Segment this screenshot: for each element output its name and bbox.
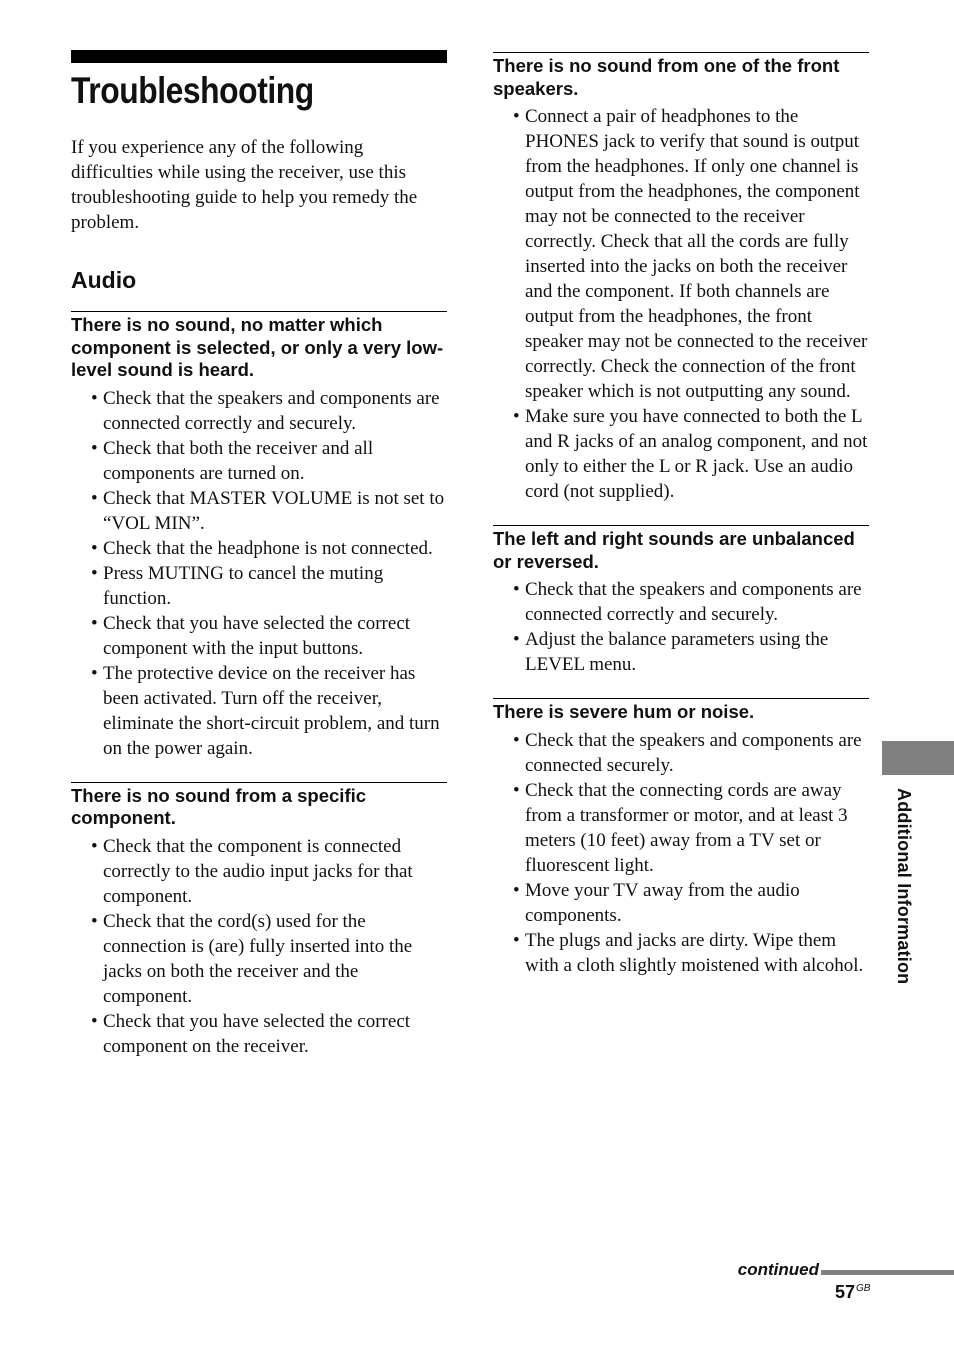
page-number	[835, 1282, 870, 1303]
list-item: • Check that the component is connected correctly to the audio input jacks for that component.	[71, 834, 447, 909]
list-item: • Adjust the balance parameters using the LEVEL menu.	[493, 627, 869, 677]
topic-no-sound-specific-component	[71, 782, 447, 1059]
continued-label: continued	[737, 1260, 819, 1279]
topic-list	[71, 386, 447, 761]
topic-list	[493, 728, 869, 978]
list-item: • Make sure you have connected to both the L and R jacks of an analog component, and not only to either the L or R jack. Use an audio cord (not supplied).	[493, 404, 869, 504]
list-item: • Check that both the receiver and all components are turned on.	[71, 436, 447, 486]
topic-heading: The left and right sounds are unbalanced or reversed.	[493, 528, 855, 572]
topic-unbalanced-sound	[493, 525, 869, 677]
intro-paragraph: If you experience any of the following difficulties while using the receiver, use this troubleshooting guide to help you remedy the problem.	[71, 137, 418, 233]
list-item: • Check that the speakers and components are connected securely.	[493, 728, 869, 778]
list-item: • Check that the cord(s) used for the connection is (are) fully inserted into the jacks on both the receiver and the component.	[71, 909, 447, 1009]
topic-no-sound-front-speaker	[493, 52, 869, 504]
list-item: • Check that the speakers and components are connected correctly and securely.	[493, 577, 869, 627]
list-item: • Check that you have selected the correct component with the input buttons.	[71, 611, 447, 661]
topic-no-sound	[71, 311, 447, 761]
list-item: • Check that you have selected the correct component on the receiver.	[71, 1009, 447, 1059]
list-item: • The protective device on the receiver has been activated. Turn off the receiver, eliminate the short-circuit problem, and turn on the power again.	[71, 661, 447, 761]
list-item: • The plugs and jacks are dirty. Wipe them with a cloth slightly moistened with alcohol.	[493, 928, 869, 978]
list-item: • Connect a pair of headphones to the PHONES jack to verify that sound is output from the headphones. If only one channel is output from the headphones, the component may not be connected to the receiver correctly. Check that all the cords are fully inserted into the jacks on both the receiver and the component. If both channels are output from the headphones, the front speaker may not be connected to the receiver correctly. Check the connection of the front speaker which is not outputting any sound.	[493, 104, 869, 404]
topic-heading: There is no sound from one of the front speakers.	[493, 55, 840, 99]
list-item: • Check that the connecting cords are away from a transformer or motor, and at least 3 meters (10 feet) away from a TV set or fluorescent light.	[493, 778, 869, 878]
page-title: Troubleshooting	[71, 70, 314, 111]
topic-heading: There is severe hum or noise.	[493, 701, 755, 722]
list-item: • Check that the headphone is not connected.	[71, 536, 447, 561]
title-rule	[71, 50, 447, 63]
topic-heading: There is no sound, no matter which component is selected, or only a very low-level sound is heard.	[71, 314, 444, 380]
page-number-value: 57	[835, 1282, 856, 1302]
page-number-suffix: GB	[856, 1283, 871, 1294]
side-section-label: Additional Information	[894, 788, 914, 985]
section-heading-audio: Audio	[71, 267, 137, 293]
section-tab-marker	[882, 741, 954, 775]
left-column	[71, 50, 447, 1080]
topic-hum-noise	[493, 698, 869, 978]
list-item: • Check that the speakers and components are connected correctly and securely.	[71, 386, 447, 436]
list-item: • Press MUTING to cancel the muting function.	[71, 561, 447, 611]
topic-list	[71, 834, 447, 1059]
topic-heading: There is no sound from a specific component.	[71, 784, 367, 828]
list-item: • Move your TV away from the audio components.	[493, 878, 869, 928]
topic-list	[493, 577, 869, 677]
list-item: • Check that MASTER VOLUME is not set to “VOL MIN”.	[71, 486, 447, 536]
continued-bar	[821, 1270, 954, 1275]
topic-list	[493, 104, 869, 504]
right-column	[493, 50, 869, 999]
